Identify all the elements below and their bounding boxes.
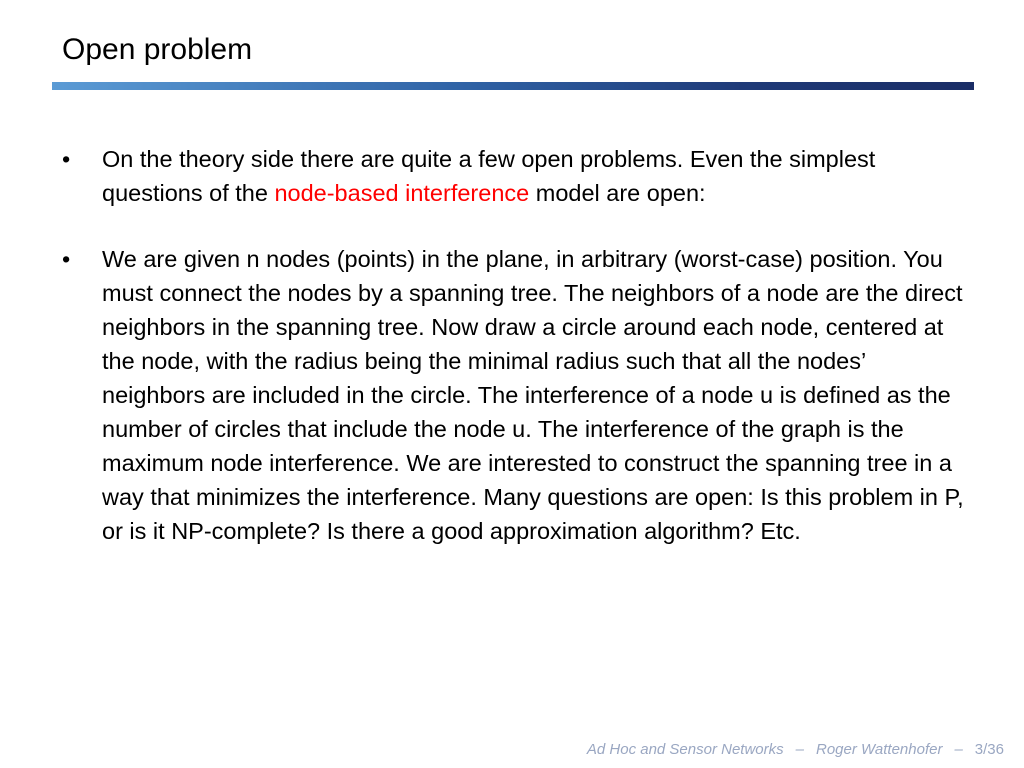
- footer-author: Roger Wattenhofer: [815, 741, 943, 758]
- bullet-text-before: On the theory side there are quite a few open problems. Even the simplest questions of the: [102, 146, 876, 206]
- highlighted-term: node-based interference: [274, 180, 530, 206]
- slide-footer: [587, 741, 1004, 758]
- footer-course: Ad Hoc and Sensor Networks: [586, 741, 784, 758]
- bullet-text-after: model are open:: [529, 180, 706, 206]
- slide-content: [62, 142, 972, 580]
- slide-title: Open problem: [62, 33, 253, 66]
- bullet-text: We are given n nodes (points) in the plane, in arbitrary (worst-case) position. You must connect the nodes by a spanning tree. The neighbors of a node are the direct neighbors in the spanning tree. Now draw a circle around each node, centered at the node, with the radius being the minimal radius such that all the nodes’ neighbors are included in the circle. The interference of a node u is defined as the number of circles that include the node u. The interference of the graph is the maximum node interference. We are interested to construct the spanning tree in a way that minimizes the interference. Many questions are open: Is this problem in P, or is it NP-complete? Is there a good approximation algorithm? Etc.: [102, 246, 964, 544]
- footer-separator: –: [795, 741, 804, 758]
- bullet-marker: •: [62, 246, 71, 272]
- title-underline-bar: [52, 82, 974, 90]
- footer-separator: –: [954, 741, 963, 758]
- bullet-item-1: [62, 142, 972, 210]
- footer-page-number: 3/36: [974, 741, 1004, 758]
- bullet-marker: •: [62, 146, 71, 172]
- bullet-item-2: [62, 242, 972, 548]
